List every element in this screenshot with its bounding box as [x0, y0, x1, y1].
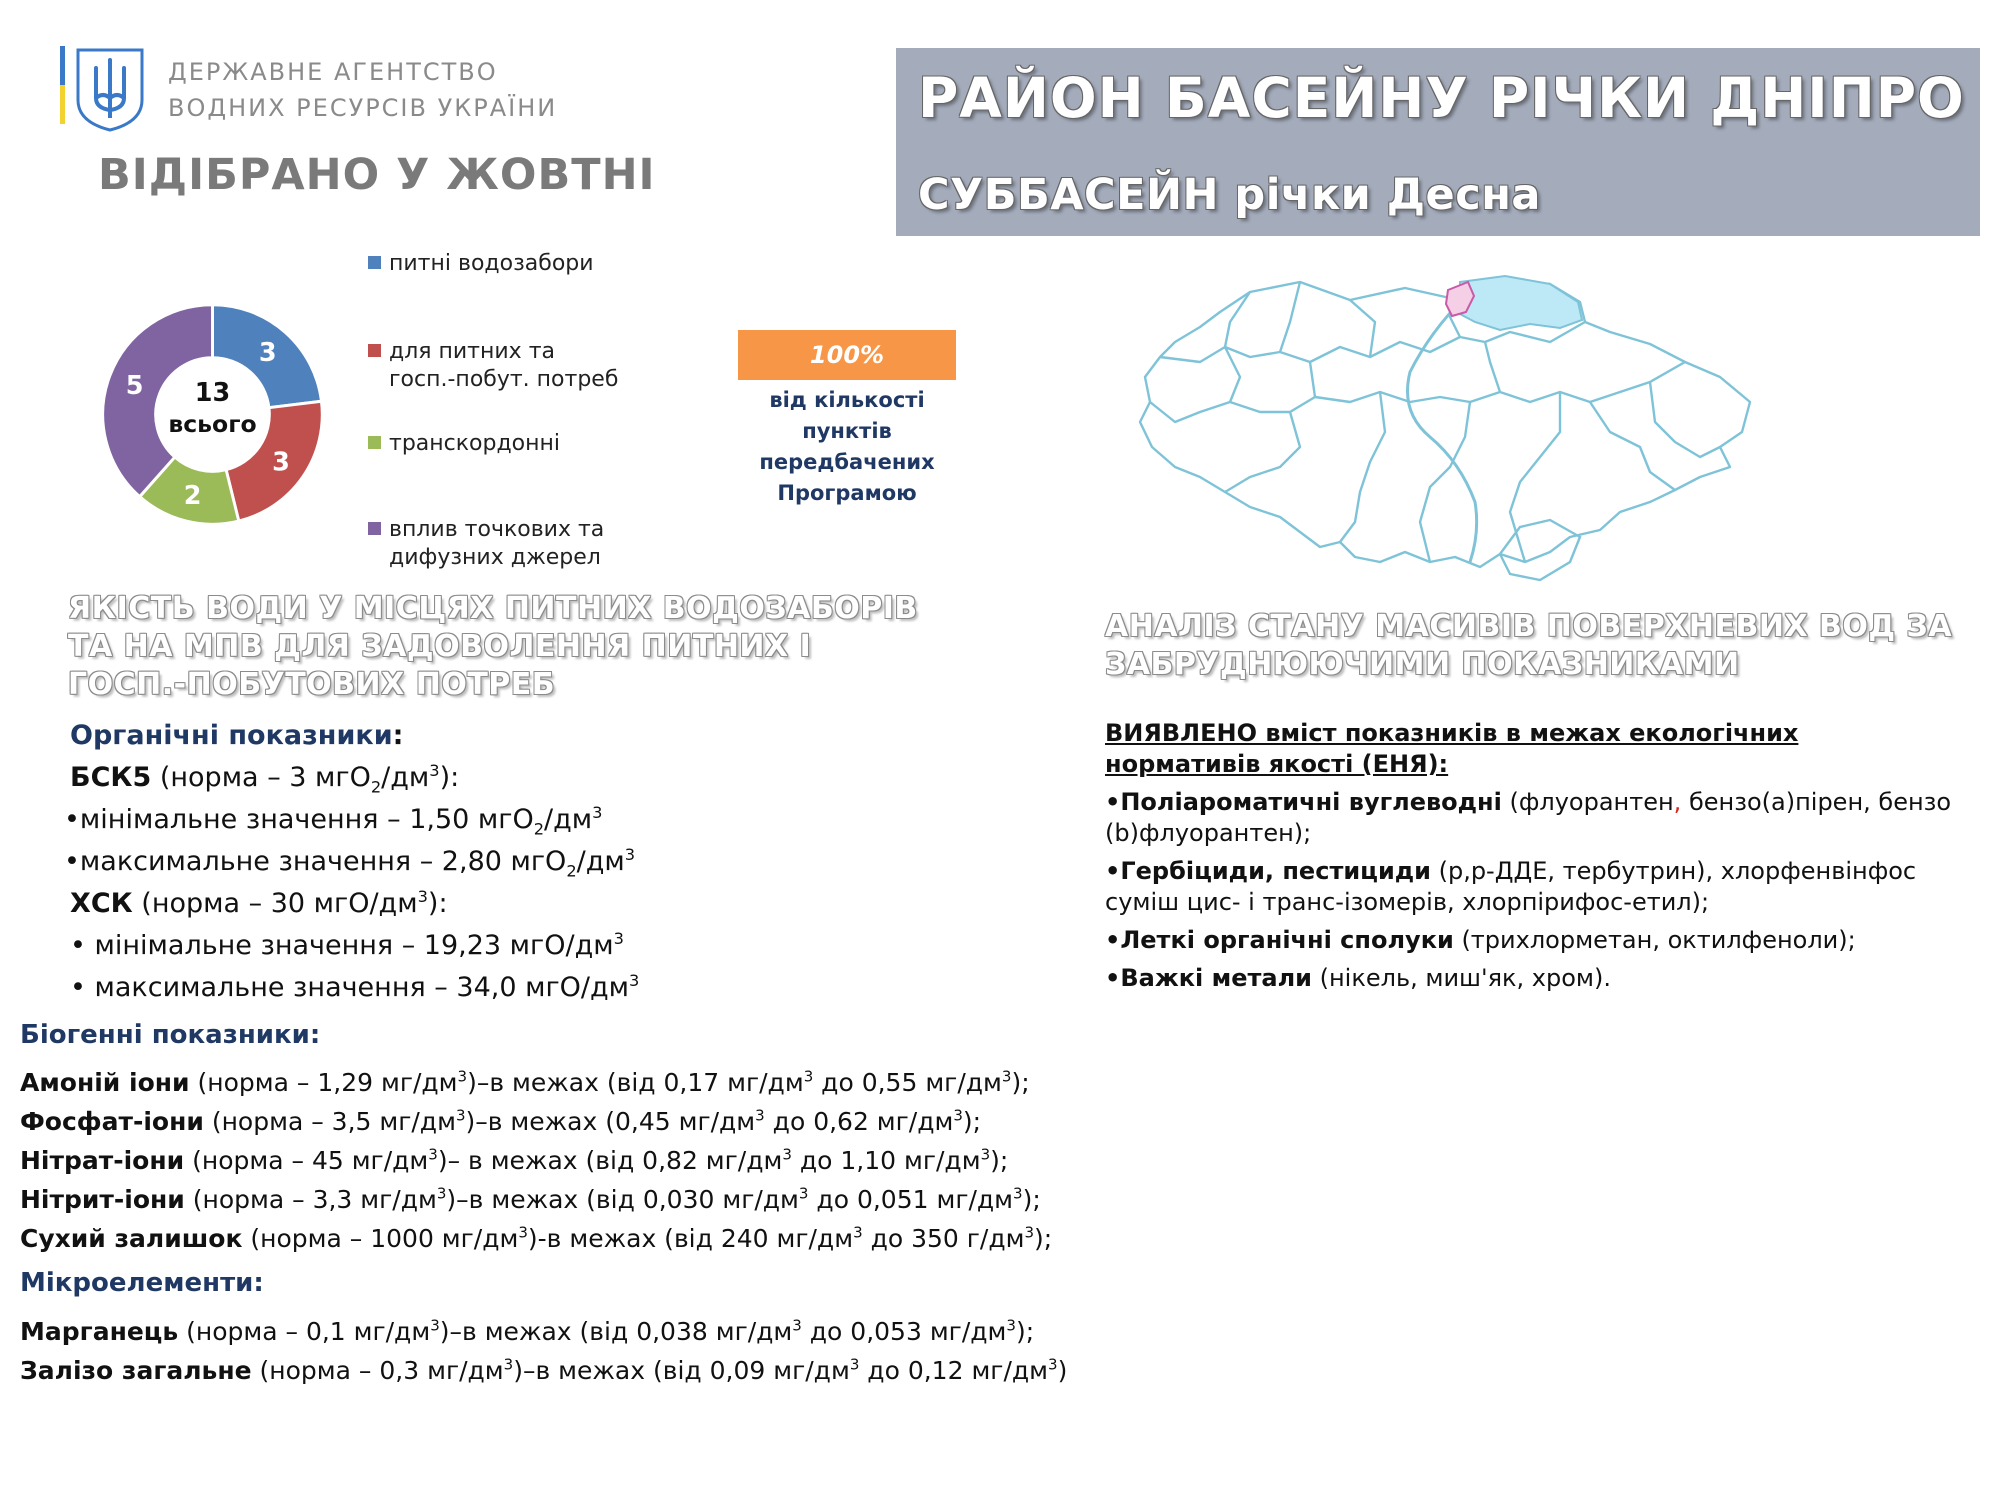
hsk-max-line [70, 972, 639, 1003]
coverage-note-line: Програмою [777, 481, 917, 505]
text-part: • мінімальне значення – 19,23 мгО/дм [70, 930, 614, 961]
crimea-outline [1500, 520, 1580, 580]
trident-emblem-icon [74, 46, 146, 132]
legend-item-point-diffuse-sources [368, 516, 604, 572]
text-part: до 350 г/дм [862, 1224, 1025, 1253]
sampling-points-donut-chart [90, 292, 335, 537]
pah-item [1105, 787, 1985, 849]
donut-center-label: всього [168, 410, 257, 439]
superscript: 3 [782, 1145, 792, 1164]
superscript: 3 [430, 1316, 440, 1335]
voc-item [1105, 925, 1985, 956]
superscript: 3 [853, 1223, 863, 1242]
superscript: 3 [980, 1145, 991, 1164]
heading-line: ТА НА МПВ ДЛЯ ЗАДОВОЛЕННЯ ПИТНИХ І [68, 629, 812, 664]
superscript: 3 [953, 1106, 963, 1125]
item-name: •Поліароматичні вуглеводні [1105, 788, 1502, 816]
sampled-month-title: ВІДІБРАНО У ЖОВТНІ [98, 150, 656, 200]
text-part: /дм [576, 846, 625, 877]
text-part: (норма – 0,3 мг/дм [251, 1356, 504, 1385]
bsk5-norm-line [70, 761, 460, 797]
region-borders [1140, 280, 1750, 567]
text-part: (норма – 0,1 мг/дм [178, 1317, 431, 1346]
indicator-name: Нітрат-іони [20, 1146, 185, 1175]
text-part: )– в межах (від 0,82 мг/дм [437, 1146, 783, 1175]
superscript: 3 [503, 1355, 514, 1374]
text-part: • максимальне значення – 34,0 мгО/дм [70, 972, 630, 1003]
legend-label-line-1: для питних та [389, 339, 555, 364]
text-part: (норма – 3,5 мг/дм [203, 1107, 456, 1136]
micro-row [20, 1356, 1067, 1385]
bsk5-min-line [64, 803, 603, 839]
superscript: 3 [417, 887, 428, 906]
text-part: (p,p-ДДЕ, тербутрин), хлорфенвінфос [1430, 857, 1917, 885]
donut-slice-label: 3 [258, 337, 277, 368]
hsk-name: ХСК [70, 888, 133, 919]
legend-label: транскордонні [389, 431, 561, 456]
superscript: 3 [428, 1145, 438, 1164]
superscript: 3 [1006, 1316, 1016, 1335]
heading-line: ГОСП.-ПОБУТОВИХ ПОТРЕБ [68, 667, 556, 702]
donut-slice-label: 5 [125, 370, 144, 401]
biogenic-row [20, 1224, 1052, 1253]
coverage-note-line: пунктів [802, 419, 892, 443]
heavy-metals-item [1105, 963, 1985, 994]
coverage-note-line: від кількості [769, 388, 925, 412]
superscript: 3 [592, 803, 603, 822]
text-part: бензо(а)пірен, бензо [1681, 788, 1952, 816]
item-name: •Важкі метали [1105, 964, 1312, 992]
organic-title-text: Органічні показники [70, 720, 393, 751]
legend-swatch [368, 436, 381, 449]
agency-line-1: ДЕРЖАВНЕ АГЕНТСТВО [168, 58, 498, 86]
text-part: ) [1057, 1356, 1068, 1385]
found-heading-line: нормативів якості (ЕНЯ): [1105, 750, 1449, 778]
heading-line: ЯКІСТЬ ВОДИ У МІСЦЯХ ПИТНИХ ВОДОЗАБОРІВ [68, 591, 918, 626]
hsk-min-line [70, 930, 624, 961]
superscript: 3 [457, 1067, 468, 1086]
text-part: •мінімальне значення – 1,50 мгО [64, 804, 534, 835]
indicator-name: Амоній іони [20, 1068, 190, 1097]
text-part: ); [1011, 1068, 1030, 1097]
text-part: до 0,62 мг/дм [764, 1107, 954, 1136]
text-part: до 0,053 мг/дм [801, 1317, 1007, 1346]
text-part: ); [1015, 1317, 1035, 1346]
superscript: 3 [518, 1223, 528, 1242]
text-part: /дм [381, 762, 430, 793]
text-part: (нікель, миш'як, хром). [1311, 964, 1612, 992]
heading-line: АНАЛІЗ СТАНУ МАСИВІВ ПОВЕРХНЕВИХ ВОД ЗА [1105, 609, 1953, 644]
text-part: /дм [544, 804, 593, 835]
biogenic-indicators-title: Біогенні показники: [20, 1020, 321, 1050]
text-part: (норма – 45 мг/дм [184, 1146, 429, 1175]
donut-center-value: 13 [194, 377, 231, 408]
indicator-name: Залізо загальне [20, 1356, 252, 1385]
text-part: ); [1034, 1224, 1053, 1253]
subscript: 2 [370, 777, 382, 797]
organic-title-colon: : [392, 720, 404, 751]
found-heading-line: ВИЯВЛЕНО вміст показників в межах екологічних [1105, 719, 1799, 747]
legend-label [389, 338, 618, 394]
ukraine-river-basin-map [1130, 262, 1770, 592]
superscript: 3 [436, 1184, 447, 1203]
text-part: до 0,55 мг/дм [813, 1068, 1002, 1097]
coverage-note-line: передбачених [759, 450, 935, 474]
superscript: 3 [455, 1106, 466, 1125]
legend-label: питні водозабори [389, 251, 594, 276]
superscript: 3 [803, 1067, 814, 1086]
country-outline [1140, 280, 1750, 567]
found-heading [1105, 718, 1985, 780]
text-part: (норма – 1000 мг/дм [242, 1224, 519, 1253]
indicator-name: Фосфат-іони [20, 1107, 204, 1136]
text-part: (норма – 3 мгО [151, 762, 371, 793]
donut-slice-label: 3 [272, 447, 290, 478]
heading-line: ЗАБРУДНЮЮЧИМИ ПОКАЗНИКАМИ [1105, 647, 1740, 682]
text-part: ); [990, 1146, 1009, 1175]
text-part: )–в межах (0,45 мг/дм [465, 1107, 756, 1136]
superscript: 3 [429, 761, 440, 780]
superscript: 3 [1013, 1184, 1023, 1203]
flag-stripe [60, 46, 65, 124]
legend-label-line-2: госп.-побут. потреб [389, 367, 619, 392]
text-part: (норма – 3,3 мг/дм [184, 1185, 437, 1214]
herbicides-item [1105, 856, 1985, 918]
agency-line-2: ВОДНИХ РЕСУРСІВ УКРАЇНИ [168, 94, 558, 122]
legend-item-drinking-intakes [368, 250, 594, 278]
micro-row [20, 1317, 1034, 1346]
subbasin-title: СУББАСЕЙН річки Десна [918, 170, 1541, 220]
donut-slice-label: 2 [183, 481, 202, 512]
biogenic-row [20, 1185, 1041, 1214]
legend-swatch [368, 522, 381, 535]
right-section-heading [1105, 608, 1985, 684]
superscript: 3 [1001, 1067, 1012, 1086]
bsk5-max-line [64, 845, 636, 881]
text-part: до 1,10 мг/дм [791, 1146, 981, 1175]
text-part: ); [1022, 1185, 1041, 1214]
legend-label-line-2: дифузних джерел [389, 545, 601, 570]
text-part: )–в межах (від 0,030 мг/дм [446, 1185, 799, 1214]
item-name: •Гербіциди, пестициди [1105, 857, 1431, 885]
legend-label-line-1: вплив точкових та [389, 517, 605, 542]
superscript: 3 [1048, 1355, 1058, 1374]
microelements-title: Мікроелементи: [20, 1268, 264, 1298]
text-part: ); [962, 1107, 982, 1136]
hsk-norm-line [70, 888, 448, 919]
desna-subbasin-area [1460, 276, 1582, 330]
text-part: суміш цис- і транс-ізомерів, хлорпірифос-етил); [1105, 888, 1710, 916]
text-part: (b)флуорантен); [1105, 819, 1312, 847]
agency-name [168, 54, 557, 126]
superscript: 3 [755, 1106, 765, 1125]
red-comma: , [1673, 788, 1682, 816]
indicator-name: Нітрит-іони [20, 1185, 185, 1214]
legend-swatch [368, 344, 381, 357]
indicator-name: Марганець [20, 1317, 179, 1346]
biogenic-row [20, 1146, 1008, 1175]
superscript: 3 [798, 1184, 809, 1203]
text-part: )–в межах (від 0,038 мг/дм [439, 1317, 793, 1346]
subscript: 2 [533, 819, 545, 839]
item-name: •Леткі органічні сполуки [1105, 926, 1454, 954]
coverage-note [728, 385, 966, 509]
text-part: )–в межах (від 0,17 мг/дм [467, 1068, 804, 1097]
subscript: 2 [566, 861, 577, 881]
text-part: )–в межах (від 0,09 мг/дм [513, 1356, 850, 1385]
biogenic-row [20, 1068, 1030, 1097]
text-part: (норма – 1,29 мг/дм [189, 1068, 458, 1097]
superscript: 3 [849, 1355, 860, 1374]
legend-item-transboundary [368, 430, 560, 458]
text-part: •максимальне значення – 2,80 мгО [64, 846, 567, 877]
text-part: до 0,12 мг/дм [859, 1356, 1049, 1385]
text-part: до 0,051 мг/дм [808, 1185, 1014, 1214]
legend-item-household-needs [368, 338, 618, 394]
superscript: 3 [792, 1316, 802, 1335]
text-part: )-в межах (від 240 мг/дм [527, 1224, 854, 1253]
superscript: 3 [613, 929, 624, 948]
superscript: 3 [629, 971, 640, 990]
biogenic-row [20, 1107, 981, 1136]
text-part: (трихлорметан, октилфеноли); [1453, 926, 1856, 954]
indicator-name: Сухий залишок [20, 1224, 243, 1253]
superscript: 3 [624, 845, 636, 864]
basin-title: РАЙОН БАСЕЙНУ РІЧКИ ДНІПРО [918, 66, 1965, 130]
coverage-percent-badge: 100% [738, 330, 956, 380]
text-part: ): [427, 888, 448, 919]
text-part: (норма – 30 мгО/дм [132, 888, 418, 919]
organic-indicators-title [70, 720, 403, 751]
bsk5-name: БСК5 [70, 762, 152, 793]
legend-swatch [368, 256, 381, 269]
legend-label [389, 516, 604, 572]
superscript: 3 [1024, 1223, 1035, 1242]
text-part: (флуорантен [1501, 788, 1674, 816]
left-section-heading [68, 590, 948, 704]
text-part: ): [439, 762, 460, 793]
